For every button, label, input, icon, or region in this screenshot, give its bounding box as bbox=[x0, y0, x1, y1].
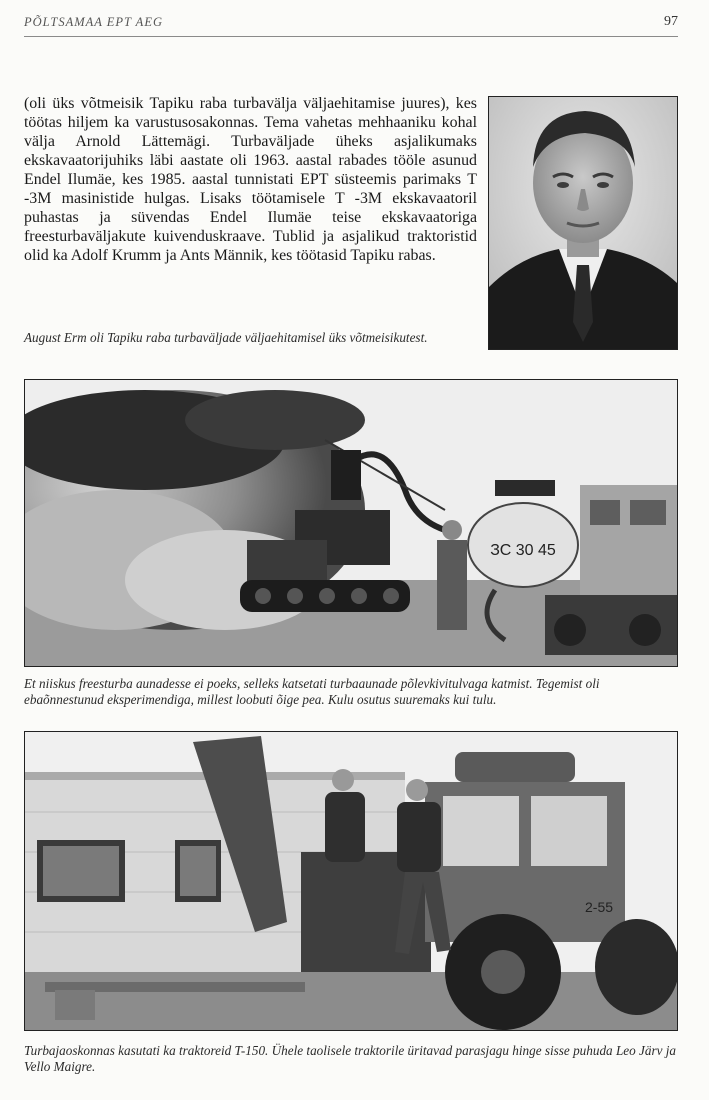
portrait-photo bbox=[488, 96, 678, 350]
body-paragraph: (oli üks võtmeisik Tapiku raba turbavälja väljaehitamise juures), kes töötas hiljem ka varustusosakonnas. Tema vahetas mehhaaniku kohal välja Arnold Lättemägi. Turbaväljade üheks asjalikumaks ekskavaatorijuhiks läbi aastate oli 1963. aastal rabades tööle asunud Endel Ilumäe, kes 1985. aastal tunnistati EPT süsteemis parimaks T -3M masinistide hulgas. Lisaks töötamisele T -3M ekskavaatoril puhastas ja süvendas Endel Ilumäe teise ekskavaatoriga freesturbaväljakute kuivenduskraave. Tublid ja asjalikud traktoristid olid ka Adolf Krumm ja Ants Männik, kes töötasid Tapiku rabas. bbox=[24, 95, 477, 264]
tank-marking: ЗС 30 45 bbox=[490, 542, 556, 559]
page-header bbox=[24, 14, 678, 37]
tractor-photo bbox=[24, 731, 678, 1031]
fire-experiment-photo bbox=[24, 379, 678, 667]
running-head: PÕLTSAMAA EPT AEG bbox=[24, 15, 163, 29]
tractor-caption: Turbajaoskonnas kasutati ka traktoreid T-150. Ühele taolisele traktorile üritavad parasjagu hinge sisse puhuda Leo Järv ja Vello Maigre. bbox=[24, 1043, 677, 1074]
tractor-plate: 2-55 bbox=[585, 899, 614, 915]
fire-caption: Et niiskus freesturba aunadesse ei poeks, selleks katsetati turbaaunade põlevkivitulvaga katmist. Tegemist oli ebaõnnestunud eksperimendiga, millest loobuti õige pea. Kulu osutus suuremaks kui tulu. bbox=[24, 676, 600, 707]
page-number: 97 bbox=[664, 14, 678, 29]
portrait-caption: August Erm oli Tapiku raba turbaväljade väljaehitamisel üks võtmeisikutest. bbox=[24, 330, 428, 345]
